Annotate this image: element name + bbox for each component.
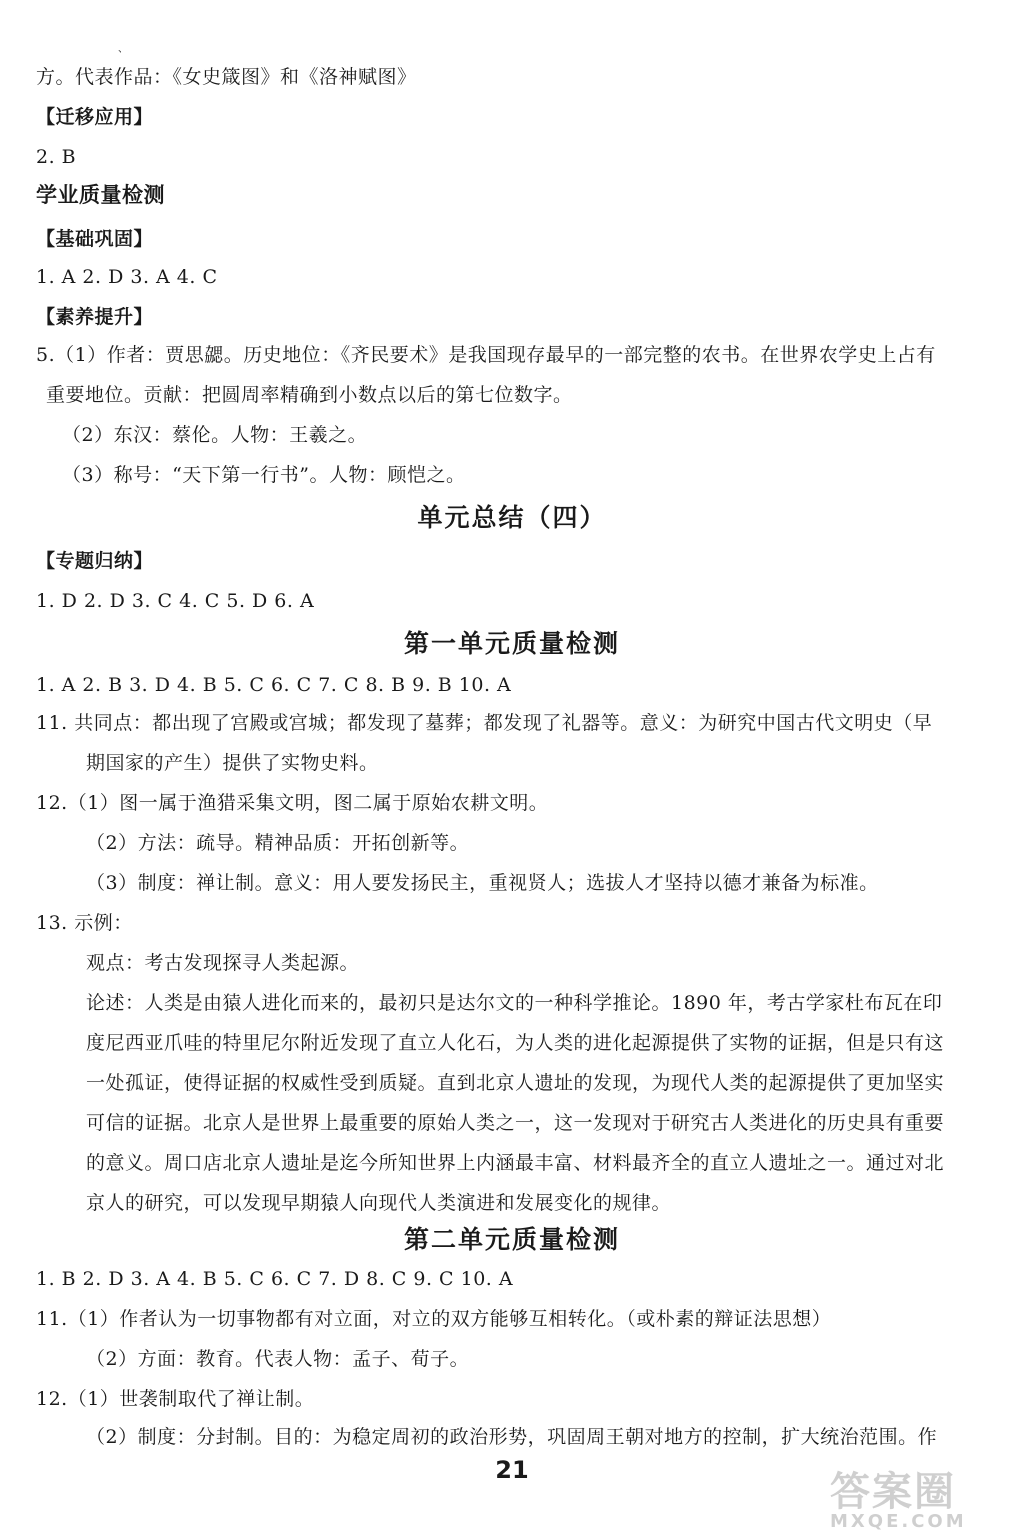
text-line: 13. 示例： bbox=[36, 912, 133, 934]
text-line: 度尼西亚爪哇的特里尼尔附近发现了直立人化石，为人类的进化起源提供了实物的证据，但是只有这 bbox=[86, 1032, 945, 1054]
text-line: 重要地位。贡献：把圆周率精确到小数点以后的第七位数字。 bbox=[46, 384, 573, 406]
text-line: 12.（1）世袭制取代了禅让制。 bbox=[36, 1388, 315, 1410]
text-line: 期国家的产生）提供了实物史料。 bbox=[86, 752, 379, 774]
heading-unit-two-test: 第二单元质量检测 bbox=[403, 1225, 620, 1254]
answer-line: 1. A 2. D 3. A 4. C bbox=[36, 266, 218, 288]
section-label: 【素养提升】 bbox=[36, 306, 154, 328]
text-line: （2）方面：教育。代表人物：孟子、荀子。 bbox=[86, 1348, 470, 1370]
section-label: 【专题归纳】 bbox=[36, 550, 154, 572]
text-line: 京人的研究，可以发现早期猿人向现代人类演进和发展变化的规律。 bbox=[86, 1192, 672, 1214]
heading-unit-one-test: 第一单元质量检测 bbox=[403, 629, 620, 658]
text-line: 11. 共同点：都出现了宫殿或宫城；都发现了墓葬；都发现了礼器等。意义：为研究中国古代文明史（早 bbox=[36, 712, 933, 734]
text-line: （3）称号：“天下第一行书”。人物：顾恺之。 bbox=[62, 464, 466, 486]
watermark-logo bbox=[830, 1460, 1000, 1530]
answer-line: 1. B 2. D 3. A 4. B 5. C 6. C 7. D 8. C 9. C 10. A bbox=[36, 1268, 514, 1290]
section-label: 【迁移应用】 bbox=[36, 106, 154, 128]
text-line: （3）制度：禅让制。意义：用人要发扬民主，重视贤人；选拔人才坚持以德才兼备为标准。 bbox=[86, 872, 879, 894]
watermark-chinese: 答案圈 bbox=[830, 1469, 956, 1515]
text-line: 可信的证据。北京人是世界上最重要的原始人类之一，这一发现对于研究古人类进化的历史具有重要 bbox=[86, 1112, 945, 1134]
watermark-url: MXQE.COM bbox=[830, 1511, 967, 1532]
text-line: 观点：考古发现探寻人类起源。 bbox=[86, 952, 360, 974]
text-line: 方。代表作品：《女史箴图》和《洛神赋图》 bbox=[36, 66, 417, 88]
text-line: （2）东汉：蔡伦。人物：王羲之。 bbox=[62, 424, 368, 446]
text-line: （2）制度：分封制。目的：为稳定周初的政治形势，巩固周王朝对地方的控制，扩大统治范围。作 bbox=[86, 1426, 938, 1448]
heading-unit-summary: 单元总结（四） bbox=[417, 503, 607, 532]
text-line: 一处孤证，使得证据的权威性受到质疑。直到北京人遗址的发现，为现代人类的起源提供了更加坚实 bbox=[86, 1072, 945, 1094]
text-line: 的意义。周口店北京人遗址是迄今所知世界上内涵最丰富、材料最齐全的直立人遗址之一。通过对北 bbox=[86, 1152, 945, 1174]
text-line: 11.（1）作者认为一切事物都有对立面，对立的双方能够互相转化。（或朴素的辩证法思想） bbox=[36, 1308, 832, 1330]
section-label: 【基础巩固】 bbox=[36, 228, 154, 250]
text-line: 5.（1）作者：贾思勰。历史地位：《齐民要术》是我国现存最早的一部完整的农书。在世界农学史上占有 bbox=[36, 344, 936, 366]
document-page: 、 方。代表作品：《女史箴图》和《洛神赋图》 【迁移应用】 2. B 学业质量检测 【基础巩固】 1. A 2. D 3. A 4. C 【素养提升】 5.（1）作者：贾思勰。历史地位：《齐民要术》是我国现存最早的一部完整的农书。在世界农学史上占有 重要地位。贡献：把圆周率精确到小数点以后的第七位数字。 （2）东汉：蔡伦。人物：王羲之。 （3）称号：“天下第一行书”。人物：顾恺之。 单元总结（四） 【专题归纳】 1. D 2. D 3. C 4. C 5. D 6. A 第一单元质量检测 1. A 2. B 3. D 4. B 5. C 6. C 7. C 8. B 9. B 10. A 11. 共同点：都出现了宫殿或宫城；都发现了墓葬；都发现了礼器等。意义：为研究中国古代文明史（早 期国家的产生）提供了实物史料。 12.（1）图一属于渔猎采集文明，图二属于原始农耕文明。 （2）方法：疏导。精神品质：开拓创新等。 （3）制度：禅让制。意义：用人要发扬民主，重视贤人；选拔人才坚持以德才兼备为标准。 13. 示例： 观点：考古发现探寻人类起源。 论述：人类是由猿人进化而来的，最初只是达尔文的一种科学推论。1890 年，考古学家杜布瓦在印 度尼西亚爪哇的特里尼尔附近发现了直立人化石，为人类的进化起源提供了实物的证据，但是只有这 一处孤证，使得证据的权威性受到质疑。直到北京人遗址的发现，为现代人类的起源提供了更加坚实 可信的证据。北京人是世界上最重要的原始人类之一，这一发现对于研究古人类进化的历史具有重要 的意义。周口店北京人遗址是迄今所知世界上内涵最丰富、材料最齐全的直立人遗址之一。通过对北 京人的研究，可以发现早期猿人向现代人类演进和发展变化的规律。 第二单元质量检测 1. B 2. D 3. A 4. B 5. C 6. C 7. D 8. C 9. C 10. A 11.（1）作者认为一切事物都有对立面，对立的双方能够互相转化。（或朴素的辩证法思想） （2）方面：教育。代表人物：孟子、荀子。 12.（1）世袭制取代了禅让制。 （2）制度：分封制。目的：为稳定周初的政治形势，巩固周王朝对地方的控制，扩大统治范围。作 21 答案圈 MXQE.COM bbox=[0, 0, 1024, 1536]
answer-line: 2. B bbox=[36, 146, 77, 168]
text-line: （2）方法：疏导。精神品质：开拓创新等。 bbox=[86, 832, 470, 854]
text-line: 12.（1）图一属于渔猎采集文明，图二属于原始农耕文明。 bbox=[36, 792, 549, 814]
page-number: 21 bbox=[495, 1456, 529, 1484]
answer-line: 1. A 2. B 3. D 4. B 5. C 6. C 7. C 8. B 9. B 10. A bbox=[36, 674, 512, 696]
answer-line: 1. D 2. D 3. C 4. C 5. D 6. A bbox=[36, 590, 315, 612]
text-line: 论述：人类是由猿人进化而来的，最初只是达尔文的一种科学推论。1890 年，考古学家杜布瓦在印 bbox=[86, 992, 943, 1014]
subheading: 学业质量检测 bbox=[36, 182, 165, 207]
